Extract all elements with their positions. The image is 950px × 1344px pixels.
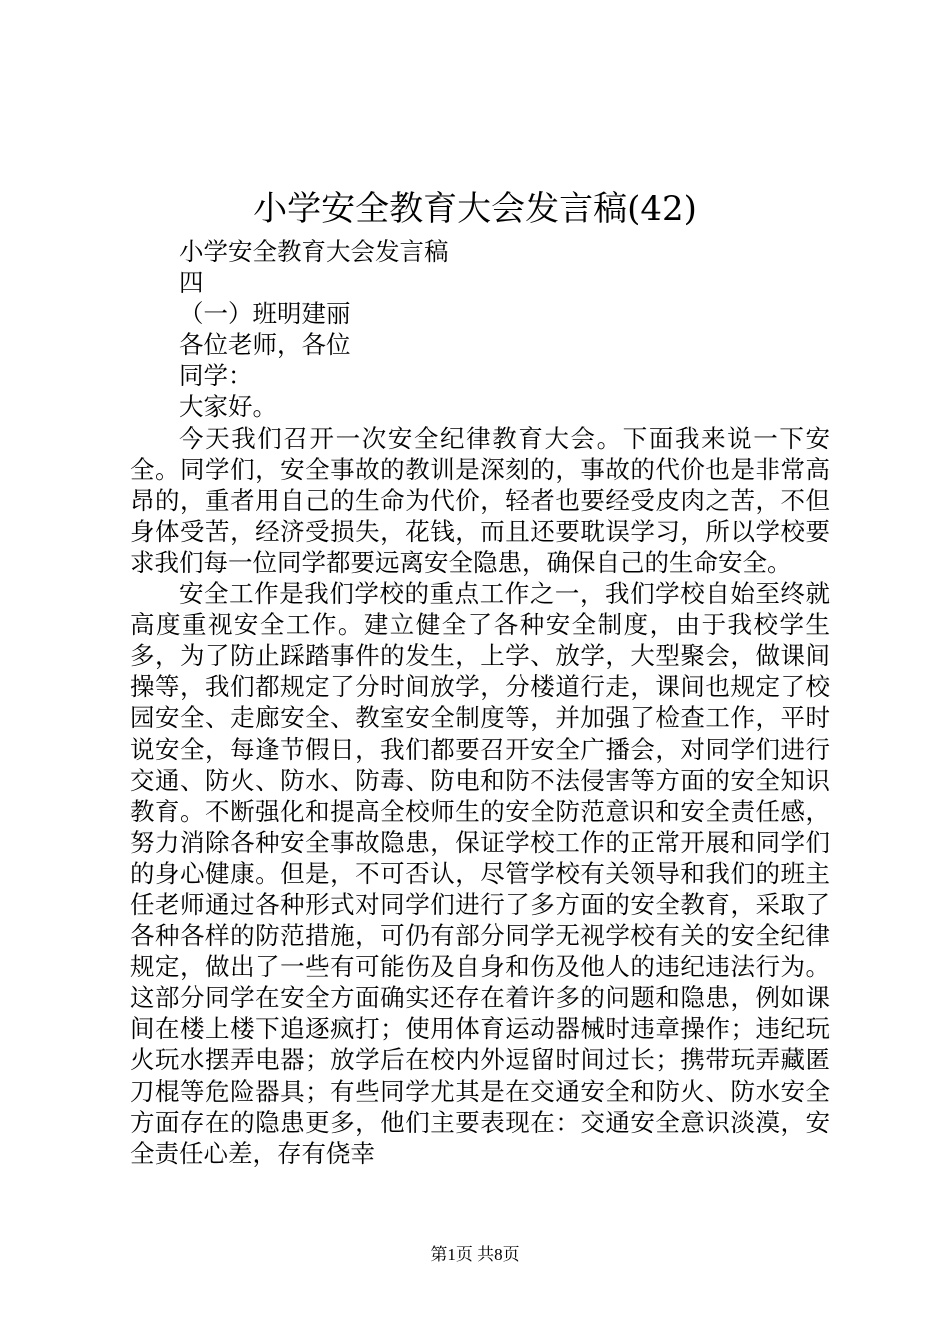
page-footer: 第1页 共8页 <box>430 1245 520 1264</box>
subtitle-line: 小学安全教育大会发言稿 <box>179 237 449 266</box>
author-line: （一）班明建丽 <box>179 299 351 329</box>
salutation-line: 各位老师，各位 <box>179 330 351 360</box>
greeting-line: 大家好。 <box>179 392 277 422</box>
document-title: 小学安全教育大会发言稿(42) <box>253 189 697 229</box>
body-paragraph-2: 安全工作是我们学校的重点工作之一，我们学校自始至终就高度重视安全工作。建立健全了各种安全制度，由于我校学生多，为了防止踩踏事件的发生，上学、放学，大型聚会，做课间操等，我们都规定了分时间放学，分楼道行走，课间也规定了校园安全、走廊安全、教室安全制度等，并加强了检查工作，平时说安全，每逢节假日，我们都要召开安全广播会，对同学们进行交通、防火、防水、防毒、防电和防不法侵害等方面的安全知识教育。不断强化和提高全校师生的安全防范意识和安全责任感，努力消除各种安全事故隐患，保证学校工作的正常开展和同学们的身心健康。但是，不可否认，尽管学校有关领导和我们的班主任老师通过各种形式对同学们进行了多方面的安全教育，采取了各种各样的防范措施，可仍有部分同学无视学校有关的安全纪律规定，做出了一些有可能伤及自身和伤及他人的违纪违法行为。这部分同学在安全方面确实还存在着许多的问题和隐患，例如课间在楼上楼下追逐疯打；使用体育运动器械时违章操作；违纪玩火玩水摆弄电器；放学后在校内外逗留时间过长；携带玩弄藏匿刀棍等危险器具；有些同学尤其是在交通安全和防火、防水安全方面存在的隐患更多，他们主要表现在：交通安全意识淡漠，安全责任心差，存有侥幸 <box>130 579 830 1168</box>
document-body <box>130 236 830 1169</box>
subtitle-number-line: 四 <box>179 268 204 298</box>
salutation-continuation-line: 同学： <box>179 361 253 391</box>
body-paragraph-1: 今天我们召开一次安全纪律教育大会。下面我来说一下安全。同学们，安全事故的教训是深刻的，事故的代价也是非常高昂的，重者用自己的生命为代价，轻者也要经受皮肉之苦，不但身体受苦，经济受损失，花钱，而且还要耽误学习，所以学校要求我们每一位同学都要远离安全隐患，确保自己的生命安全。 <box>130 423 830 577</box>
